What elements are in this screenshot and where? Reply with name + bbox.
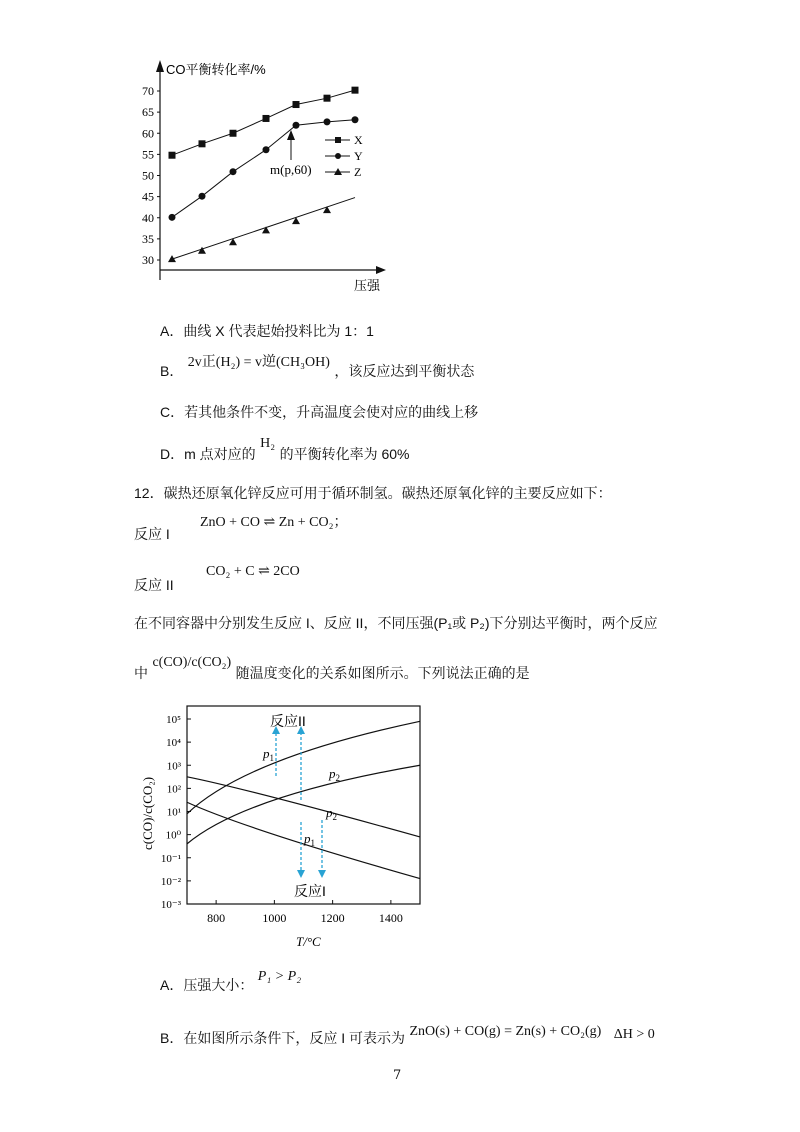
data-point-y	[324, 118, 331, 125]
option-d-formula: H₂	[260, 436, 276, 451]
option-b-formula: 2v正(H₂) = v逆(CH₃OH)	[187, 355, 330, 370]
y-axis-title: CO平衡转化率/%	[166, 62, 266, 77]
legend-label-z: Z	[354, 165, 362, 179]
y-tick-label: 10²	[166, 783, 181, 796]
option-d-suffix: 的平衡转化率为 60%	[279, 446, 410, 462]
option-a: A．曲线 X 代表起始投料比为 1：1	[160, 323, 374, 339]
data-point-x	[199, 140, 206, 147]
data-point-y	[293, 122, 300, 129]
q12-body-prefix: 中	[134, 665, 148, 681]
y-tick-label: 45	[142, 189, 154, 204]
y-tick-label: 65	[142, 105, 154, 120]
x-tick-label: 1000	[262, 911, 287, 925]
data-point-z	[323, 206, 331, 213]
legend	[325, 133, 363, 179]
co-conversion-chart	[120, 58, 410, 298]
q12-option-b-formula: ZnO(s) + CO(g) = Zn(s) + CO₂(g)	[409, 1024, 602, 1039]
option-d	[160, 436, 410, 462]
label-p2-lower: $p_2$	[326, 805, 337, 822]
reaction1-equation	[200, 511, 348, 533]
q12-option-b-dh: ΔH > 0	[613, 1027, 655, 1042]
q12-option-b	[160, 1020, 655, 1046]
y-tick-label: 40	[142, 210, 154, 225]
label-reaction1: 反应I	[294, 883, 326, 899]
reaction2-arrows	[276, 730, 322, 874]
y-tick-label: 10³	[166, 760, 181, 773]
data-point-z	[262, 226, 270, 233]
data-point-x	[263, 115, 270, 122]
reaction1-label: 反应 I	[134, 526, 170, 542]
q12-option-a-formula: P₁ > P₂	[257, 969, 302, 984]
data-point-x	[230, 130, 237, 137]
y-axis-title: c(CO)/c(CO₂)	[140, 776, 155, 850]
reaction1-eq-text: ZnO + CO ⇌ Zn + CO₂	[200, 515, 334, 530]
y-tick-label: 30	[142, 253, 154, 267]
legend-label-y: Y	[354, 149, 363, 163]
y-tick-label: 70	[142, 84, 154, 98]
series-line-y	[172, 120, 355, 218]
option-b-suffix: ，该反应达到平衡状态	[334, 363, 475, 379]
y-tick-label: 10⁻¹	[160, 852, 181, 865]
data-point-y	[352, 116, 359, 123]
y-axis-arrow	[156, 60, 164, 72]
q12-body-suffix: 随温度变化的关系如图所示。下列说法正确的是	[235, 665, 530, 681]
arrowheads	[272, 726, 326, 878]
y-tick-label: 60	[142, 126, 154, 141]
legend-label-x: X	[354, 133, 363, 147]
y-tick-label: 10⁰	[165, 829, 181, 842]
y-tick-label: 10¹	[166, 806, 181, 819]
data-point-y	[263, 146, 270, 153]
x-tick-label: 1200	[320, 911, 345, 925]
x-tick-label: 800	[207, 911, 226, 925]
q12-intro: 12．碳热还原氧化锌反应可用于循环制氢。碳热还原氧化锌的主要反应如下：	[134, 485, 612, 501]
y-tick-label: 10⁴	[166, 737, 181, 750]
label-p2-upper: $p_2$	[329, 766, 340, 783]
option-c: C．若其他条件不变，升高温度会使对应的曲线上移	[160, 404, 479, 420]
reaction2-equation: CO₂ + C ⇌ 2CO	[206, 564, 300, 579]
curve-2	[187, 777, 420, 837]
x-axis-title: 压强	[354, 278, 381, 293]
y-tick-label: 35	[142, 231, 154, 246]
curve-0	[187, 721, 420, 814]
q12-option-a-prefix: A．压强大小：	[160, 977, 254, 993]
y-tick-label: 10⁻²	[160, 875, 181, 888]
q12-body-line2	[134, 655, 530, 681]
data-point-y	[199, 193, 206, 200]
x-axis-title: T/°C	[296, 934, 321, 949]
annotation-label: m(p,60)	[270, 162, 312, 177]
data-point-x	[324, 95, 331, 102]
x-axis-arrow	[376, 266, 386, 274]
data-point-y	[169, 214, 176, 221]
q12-option-a	[160, 965, 302, 993]
data-point-x	[293, 101, 300, 108]
page-number: 7	[393, 1068, 402, 1083]
option-b-prefix: B．	[160, 363, 184, 379]
legend-marker-circle	[335, 153, 341, 159]
q12-body-line1: 在不同容器中分别发生反应 I、反应 II，不同压强(P₁或 P₂)下分别达平衡时，两个反应	[134, 615, 658, 631]
label-p1-lower: $p_1$	[304, 831, 315, 848]
option-b	[160, 355, 474, 377]
label-p1-upper: $p_1$	[263, 746, 274, 763]
y-tick-label: 10⁻³	[160, 899, 181, 911]
q12-option-b-prefix: B．在如图所示条件下，反应 I 可表示为	[160, 1030, 406, 1046]
label-reaction2: 反应II	[270, 713, 306, 729]
option-d-prefix: D．m 点对应的	[160, 446, 256, 462]
y-tick-label: 50	[142, 168, 154, 183]
y-tick-label: 55	[142, 147, 154, 162]
data-point-x	[169, 152, 176, 159]
q12-body-formula: c(CO)/c(CO₂)	[152, 655, 232, 670]
x-tick-label: 1400	[378, 911, 403, 925]
data-point-x	[352, 87, 359, 94]
series-line-z	[172, 198, 355, 260]
legend-marker-square	[335, 137, 341, 143]
reaction1-end: ；	[333, 513, 348, 529]
data-point-y	[230, 168, 237, 175]
reaction2-label: 反应 II	[134, 577, 174, 593]
concentration-ratio-chart	[136, 700, 436, 958]
y-tick-label: 10⁵	[166, 714, 181, 726]
